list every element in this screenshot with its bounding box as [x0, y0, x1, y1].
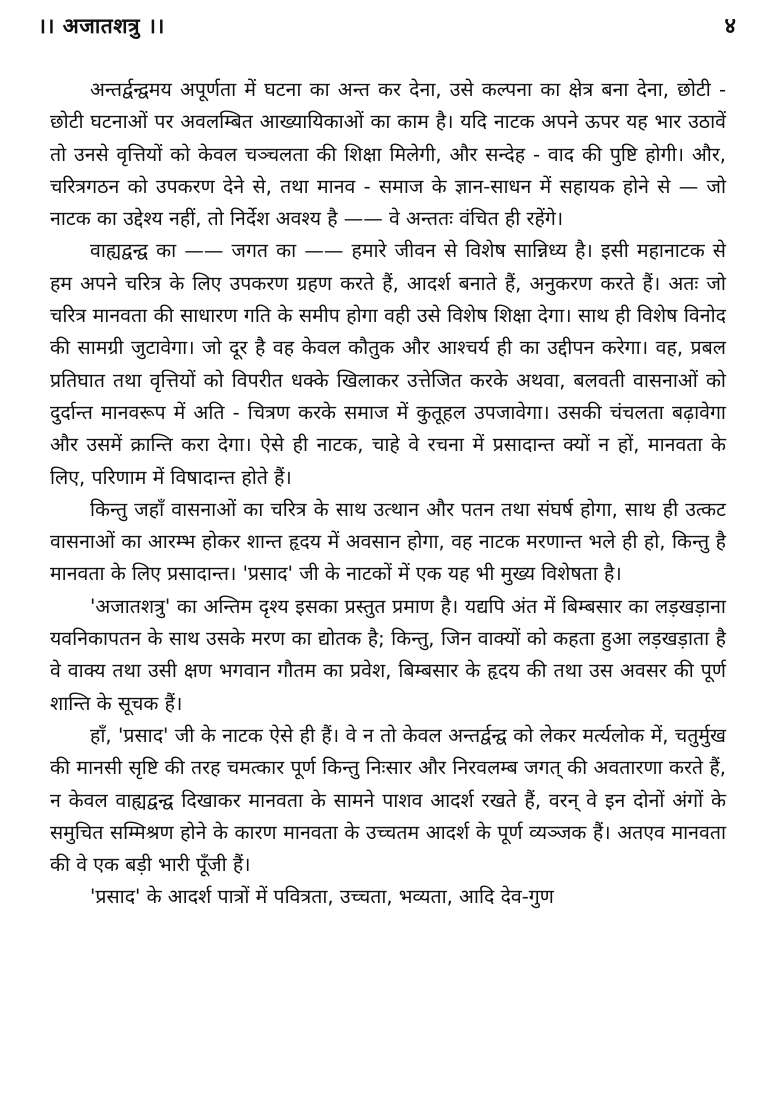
- paragraph-2: वाह्यद्वन्द्व का —— जगत का —— हमारे जीवन से विशेष सान्निध्य है। इसी महानाटक से हम अपने चरित्र के लिए उपकरण ग्रहण करते हैं, आदर्श बनाते हैं, अनुकरण करते हैं। अतः जो चरित्र मानवता की साधारण गति के समीप होगा वही उसे विशेष शिक्षा देगा। साथ ही विशेष विनोद की सामग्री जुटावेगा। जो दूर है वह केवल कौतुक और आश्चर्य ही का उद्दीपन करेगा। वह, प्रबल प्रतिघात तथा वृत्तियों को विपरीत धक्के खिलाकर उत्तेजित करके अथवा, बलवती वासनाओं को दुर्दान्त मानवरूप में अति - चित्रण करके समाज में कुतूहल उपजावेगा। उसकी चंचलता बढ़ावेगा और उसमें क्रान्ति करा देगा। ऐसे ही नाटक, चाहे वे रचना में प्रसादान्त क्यों न हों, मानवता के लिए, परिणाम में विषादान्त होते हैं।: [50, 239, 726, 489]
- paragraph-1: अन्तर्द्वन्द्वमय अपूर्णता में घटना का अन्त कर देना, उसे कल्पना का क्षेत्र बना देना, छोटी - छोटी घटनाओं पर अवलम्बित आख्यायिकाओं का काम है। यदि नाटक अपने ऊपर यह भार उठावें तो उनसे वृत्तियों को केवल चञ्चलता की शिक्षा मिलेगी, और सन्देह - वाद की पुष्टि होगी। और, चरित्रगठन को उपकरण देने से, तथा मानव - समाज के ज्ञान-साधन में सहायक होने से — जो नाटक का उद्देश्य नहीं, तो निर्देश अवश्य है —— वे अन्ततः वंचित ही रहेंगे।: [50, 78, 726, 231]
- body-text: [50, 74, 726, 914]
- running-title: ।। अजातशत्रु ।।: [38, 14, 165, 38]
- page-number: ४: [724, 14, 736, 39]
- paragraph-6: 'प्रसाद' के आदर्श पात्रों में पवित्रता, उच्चता, भव्यता, आदि देव-गुण: [90, 885, 554, 909]
- paragraph-4: 'अजातशत्रु' का अन्तिम दृश्य इसका प्रस्तुत प्रमाण है। यद्यपि अंत में बिम्बसार का लड़खड़ाना यवनिकापतन के साथ उसके मरण का द्योतक है; किन्तु, जिन वाक्यों को कहता हुआ लड़खड़ाता है वे वाक्य तथा उसी क्षण भगवान गौतम का प्रवेश, बिम्बसार के हृदय की तथा उस अवसर की पूर्ण शान्ति के सूचक हैं।: [50, 594, 726, 715]
- paragraph-5: हाँ, 'प्रसाद' जी के नाटक ऐसे ही हैं। वे न तो केवल अन्तर्द्वन्द्व को लेकर मर्त्यलोक में, चतुर्मुख की मानसी सृष्टि की तरह चमत्कार पूर्ण किन्तु निःसार और निरवलम्ब जगत् की अवतारणा करते हैं, न केवल वाह्यद्वन्द्व दिखाकर मानवता के सामने पाशव आदर्श रखते हैं, वरन् वे इन दोनों अंगों के समुचित सम्मिश्रण होने के कारण मानवता के उच्चतम आदर्श के पूर्ण व्यञ्जक हैं। अतएव मानवता की वे एक बड़ी भारी पूँजी हैं।: [50, 723, 726, 877]
- paragraph-3: किन्तु जहाँ वासनाओं का चरित्र के साथ उत्थान और पतन तथा संघर्ष होगा, साथ ही उत्कट वासनाओं का आरम्भ होकर शान्त हृदय में अवसान होगा, वह नाटक मरणान्त भले ही हो, किन्तु है मानवता के लिए प्रसादान्त। 'प्रसाद' जी के नाटकों में एक यह भी मुख्य विशेषता है।: [50, 497, 726, 586]
